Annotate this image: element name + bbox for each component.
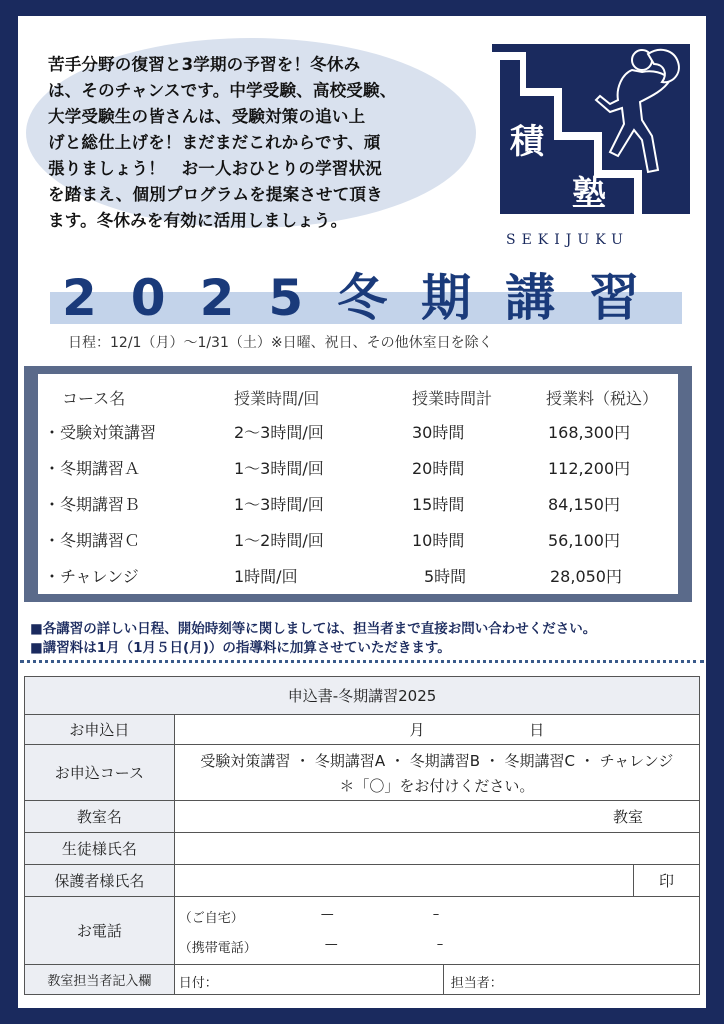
date-day: 日 [529, 721, 545, 739]
staff-label: 教室担当者記入欄 [25, 965, 175, 995]
course-fee: 28,050円 [550, 567, 622, 586]
intro-line: げと総仕上げを！まだまだこれからです、頑 [48, 133, 381, 152]
school-suffix: 教室 [612, 808, 643, 826]
student-label: 生徒様氏名 [25, 833, 175, 865]
course-per: 1時間/回 [234, 567, 298, 586]
course-row [38, 456, 678, 486]
logo-subtitle: SEKIJUKU [506, 232, 629, 248]
course-table [24, 366, 692, 602]
col-header-total: 授業時間計 [412, 389, 493, 408]
course-per: 1〜3時間/回 [234, 495, 324, 514]
col-header-fee: 授業料（税込） [546, 389, 659, 408]
note-line: ■各講習の詳しい日程、開始時刻等に関しましては、担当者まで直接お問い合わせください。 [30, 621, 597, 637]
phone-label: お電話 [25, 897, 175, 965]
staff-date: 日付： [178, 976, 218, 991]
note-line: ■講習料は1月（1月５日(月)）の指導料に加算させていただきます。 [30, 640, 451, 656]
mobile-phone-row[interactable] [175, 931, 699, 961]
course-fee: 56,100円 [548, 531, 620, 550]
intro-line: は、そのチャンスです。中学受験、高校受験、 [48, 81, 397, 100]
course-name: ・受験対策講習 [44, 423, 157, 442]
intro-text [48, 52, 468, 234]
logo-kanji-juku: 塾 [572, 174, 606, 214]
flyer-page [18, 16, 706, 1008]
notes [30, 620, 596, 658]
course-fee: 84,150円 [548, 495, 620, 514]
course-field[interactable] [174, 745, 699, 801]
course-total: 10時間 [412, 531, 465, 550]
form-title: 申込書-冬期講習2025 [25, 677, 700, 715]
col-header-course: コース名 [62, 389, 126, 408]
course-table-inner [38, 374, 678, 594]
seal-box: 印 [634, 865, 700, 897]
logo-kanji-seki: 積 [510, 122, 544, 162]
mobile-phone-label: （携帯電話） [178, 940, 257, 956]
mobile-phone-dash2: – [436, 936, 444, 952]
date-field[interactable] [174, 715, 699, 745]
dotted-divider [20, 660, 704, 663]
course-name: ・冬期講習Ａ [44, 459, 141, 478]
intro-line: ます。冬休みを有効に活用しましょう。 [48, 211, 348, 230]
page-title: 2025冬期講習 [62, 269, 674, 327]
course-row [38, 564, 678, 594]
phone-field[interactable] [174, 897, 699, 965]
date-label: お申込日 [25, 715, 175, 745]
course-fee: 112,200円 [548, 459, 631, 478]
col-header-per: 授業時間/回 [234, 389, 320, 408]
home-phone-dash2: – [432, 906, 440, 922]
intro-line: 大学受験生の皆さんは、受験対策の追い上 [48, 107, 366, 126]
home-phone-dash: — [320, 906, 334, 922]
intro-line: 張りましょう！ お一人おひとりの学習状況 [48, 159, 382, 178]
course-total: 30時間 [412, 423, 465, 442]
course-options: 受験対策講習 ・ 冬期講習A ・ 冬期講習B ・ 冬期講習C ・ チャレンジ [200, 751, 674, 770]
course-fee: 168,300円 [548, 423, 631, 442]
date-month: 月 [409, 721, 425, 739]
student-name-field[interactable] [174, 833, 699, 865]
school-label: 教室名 [25, 801, 175, 833]
course-per: 1〜3時間/回 [234, 459, 324, 478]
schedule-text: 日程：12/1（月）〜1/31（土）※日曜、祝日、その他休室日を除く [68, 335, 493, 351]
course-row [38, 528, 678, 558]
course-total: 20時間 [412, 459, 465, 478]
guardian-label: 保護者様氏名 [25, 865, 175, 897]
staff-person: 担当者： [450, 976, 503, 991]
course-per: 2〜3時間/回 [234, 423, 324, 442]
course-row [38, 492, 678, 522]
home-phone-row[interactable] [175, 901, 699, 931]
guardian-name-field[interactable] [174, 865, 633, 897]
intro-line: を踏まえ、個別プログラムを提案させて頂き [48, 185, 383, 204]
course-total: 15時間 [412, 495, 465, 514]
course-note: ＊「〇」をお付けください。 [339, 776, 535, 795]
course-per: 1〜2時間/回 [234, 531, 324, 550]
course-total: 5時間 [424, 567, 467, 586]
school-field[interactable] [174, 801, 699, 833]
course-row [38, 420, 678, 450]
mobile-phone-dash: — [324, 936, 338, 952]
course-name: ・チャレンジ [44, 567, 139, 586]
course-label: お申込コース [25, 745, 175, 801]
course-name: ・冬期講習Ｃ [44, 531, 141, 550]
sekijuku-logo [492, 44, 690, 214]
application-form [24, 676, 700, 995]
home-phone-label: （ご自宅） [178, 910, 244, 926]
staff-field[interactable] [174, 965, 699, 995]
course-name: ・冬期講習Ｂ [44, 495, 141, 514]
intro-line: 苦手分野の復習と3学期の予習を！冬休み [48, 55, 361, 74]
